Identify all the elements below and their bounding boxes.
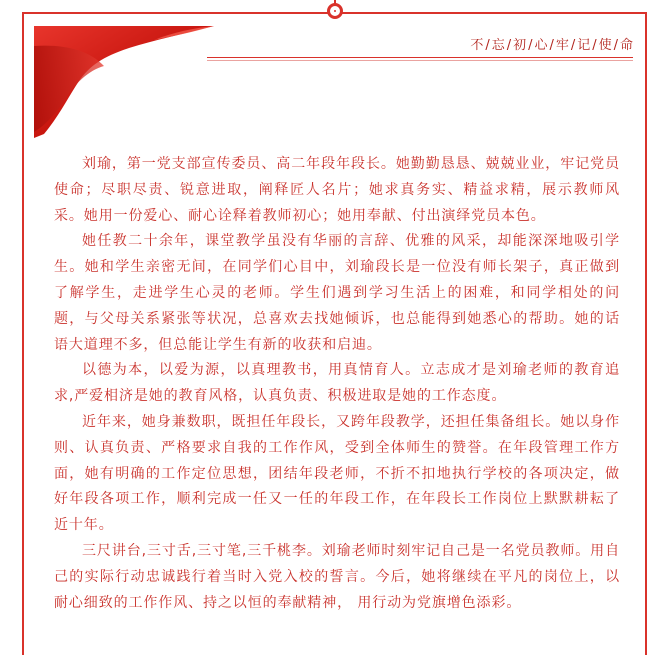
- red-flag-icon: [34, 26, 214, 142]
- slogan-text: 不/忘/初/心/牢/记/使/命: [470, 38, 635, 53]
- frame-left-border: [22, 12, 24, 655]
- frame-right-border: [645, 12, 647, 655]
- paragraph-4: 近年来，她身兼数职，既担任年段长，又跨年段教学，还担任集备组长。她以身作则、认真负责、严格要求自我的工作作风，受到全体师生的赞誉。在年段管理工作方面，她有明确的工作定位思想，团结年段老师，不折不扣地执行学校的各项决定，做好年段各项工作，顺利完成一任又一任的年段工作，在年段长工作岗位上默默耕耘了近十年。: [54, 413, 620, 534]
- top-ring-icon: [327, 3, 343, 19]
- paragraph-3: 以德为本，以爱为源，以真理教书，用真情育人。立志成才是刘瑜老师的教育追求,严爱相济是她的教育风格，认真负责、积极进取是她的工作态度。: [54, 362, 620, 405]
- paragraph-2: 她任教二十余年，课堂教学虽没有华丽的言辞、优雅的风采，却能深深地吸引学生。她和学生亲密无间，在同学们心目中，刘瑜段长是一位没有师长架子，真正做到了解学生，走进学生心灵的老师。学生们遇到学习生活上的困难，和同学相处的问题，与父母关系紧张等状况，总喜欢去找她倾诉，也总能得到她悉心的帮助。她的话语大道理不多，但总能让学生有新的收获和启迪。: [54, 233, 620, 353]
- slogan-underline-secondary: [207, 60, 633, 61]
- slogan-underline: [207, 57, 633, 58]
- paragraph-5: 三尺讲台,三寸舌,三寸笔,三千桃李。刘瑜老师时刻牢记自己是一名党员教师。用自己的实际行动忠诚践行着当时入党入校的誓言。今后，她将继续在平凡的岗位上，以耐心细致的工作作风、持之以恒的奉献精神， 用行动为党旗增色添彩。: [54, 542, 620, 611]
- paragraph-1: 刘瑜，第一党支部宣传委员、高二年段年段长。她勤勤恳恳、兢兢业业，牢记党员使命；尽职尽责、锐意进取，阐释匠人名片；她求真务实、精益求精，展示教师风采。她用一份爱心、耐心诠释着教师初心；她用奉献、付出演绎党员本色。: [54, 156, 620, 224]
- article-body: [54, 152, 620, 616]
